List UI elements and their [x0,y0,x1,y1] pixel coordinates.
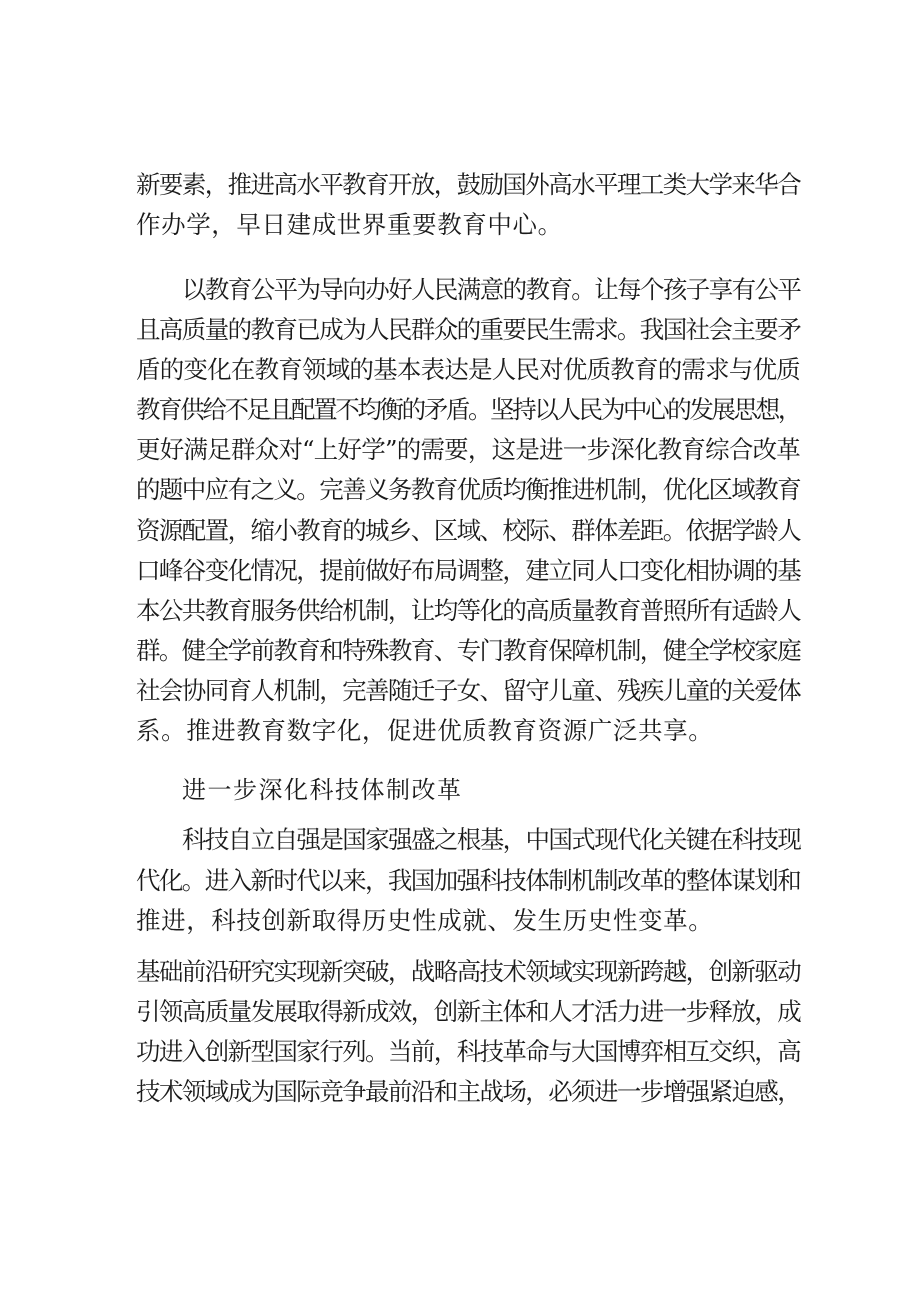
text-line: 功进入创新型国家行列。当前，科技革命与大国博弈相互交织，高 [136,1037,801,1066]
text-line: 推进，科技创新取得历史性成就、发生历史性变革。 [136,906,714,935]
text-line: 教育供给不足且配置不均衡的矛盾。坚持以人民为中心的发展思想， [136,395,800,424]
text-line: 新要素，推进高水平教育开放，鼓励国外高水平理工类大学来华合 [136,170,801,199]
text-line: 盾的变化在教育领域的基本表达是人民对优质教育的需求与优质 [136,355,800,384]
text-line: 基础前沿研究实现新突破，战略高技术领域实现新跨越，创新驱动 [136,957,801,986]
text-line: 且高质量的教育已成为人民群众的重要民生需求。我国社会主要矛 [136,315,801,344]
text-line: 作办学，早日建成世界重要教育中心。 [136,210,563,239]
text-line: 代化。进入新时代以来，我国加强科技体制机制改革的整体谋划和 [136,866,801,895]
text-line: 技术领域成为国际竞争最前沿和主战场，必须进一步增强紧迫感， [136,1077,801,1106]
text-line: 更好满足群众对“上好学”的需要，这是进一步深化教育综合改革 [136,435,800,464]
text-line: 资源配置，缩小教育的城乡、区域、校际、群体差距。依据学龄人 [136,516,801,545]
text-line: 引领高质量发展取得新成效，创新主体和人才活力进一步释放，成 [136,997,801,1026]
text-line: 系。推进教育数字化，促进优质教育资源广泛共享。 [136,716,714,745]
text-line: 的题中应有之义。完善义务教育优质均衡推进机制，优化区域教育 [136,475,801,504]
text-line: 本公共教育服务供给机制，让均等化的高质量教育普照所有适龄人 [136,596,801,625]
section-heading: 进一步深化科技体制改革 [182,776,463,804]
text-line: 口峰谷变化情况，提前做好布局调整，建立同人口变化相协调的基 [136,556,801,585]
paragraph-first-line: 科技自立自强是国家强盛之根基，中国式现代化关键在科技现 [182,825,801,854]
text-line: 社会协同育人机制，完善随迁子女、留守儿童、残疾儿童的关爱体 [136,676,801,705]
paragraph-first-line: 以教育公平为导向办好人民满意的教育。让每个孩子享有公平 [182,275,801,304]
text-line: 群。健全学前教育和特殊教育、专门教育保障机制，健全学校家庭 [136,636,801,665]
